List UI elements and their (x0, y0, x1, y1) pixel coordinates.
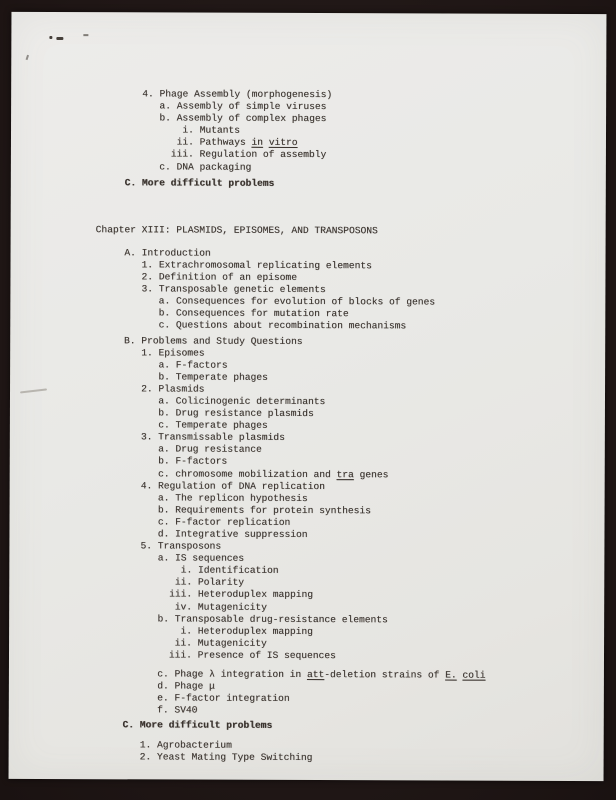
outline-line: d. Integrative suppression (94, 528, 308, 541)
document-page (9, 12, 607, 781)
outline-line: 1. Episomes (95, 346, 205, 359)
outline-line: b. Drug resistance plasmids (94, 407, 314, 420)
underlined-term: vitro (268, 137, 298, 149)
outline-line: c. chromosome mobilization and tra genes (94, 467, 389, 480)
outline-line: c. Temperate phages (94, 419, 268, 432)
outline-line: 4. Regulation of DNA replication (94, 479, 325, 492)
outline-line: 4. Phage Assembly (morphogenesis) (96, 88, 333, 101)
outline-line: i. Mutants (96, 124, 240, 137)
outline-line: A. Introduction (95, 247, 211, 259)
outline-line: 2. Definition of an episome (95, 271, 297, 283)
underlined-term: E. (445, 669, 457, 681)
outline-line: b. Requirements for protein synthesis (94, 503, 371, 517)
outline-line: a. Consequences for evolution of blocks of genes (95, 295, 436, 308)
pencil-dash-small (83, 34, 88, 36)
outline-line: i. Identification (94, 564, 279, 577)
outline-line: b. Transposable drug-resistance elements (94, 612, 388, 625)
pencil-stroke (20, 388, 47, 393)
outline-line: c. Questions about recombination mechanisms (95, 319, 407, 332)
outline-line: B. Problems and Study Questions (95, 334, 303, 347)
outline-line: 2. Plasmids (95, 383, 205, 395)
outline-line: a. Assembly of simple viruses (96, 100, 327, 113)
pencil-dot (49, 36, 52, 39)
outline-line: a. F-factors (95, 358, 228, 371)
outline-line: d. Phage μ (93, 680, 215, 692)
outline-line: i. Heteroduplex mapping (94, 624, 313, 637)
outline-text (94, 88, 488, 764)
outline-line: b. Assembly of complex phages (96, 112, 327, 125)
underlined-term: in (251, 137, 263, 149)
outline-line: a. IS sequences (94, 552, 245, 564)
outline-line: c. F-factor replication (94, 516, 291, 528)
underlined-term: att (306, 669, 325, 681)
outline-line: iii. Presence of IS sequences (93, 649, 336, 662)
outline-line: c. DNA packaging (95, 160, 252, 173)
outline-line: 5. Transposons (94, 540, 222, 552)
outline-line: C. More difficult problems (95, 176, 275, 189)
outline-line: ii. Mutagenicity (94, 637, 267, 649)
pencil-tick (26, 55, 29, 60)
pencil-dash (56, 37, 63, 40)
outline-line: ii. Polarity (94, 576, 244, 589)
outline-line: 1. Agrobacterium (93, 738, 232, 751)
outline-line: c. Phage λ integration in att-deletion strains of E. coli (93, 668, 486, 681)
outline-line: 1. Extrachromosomal replicating elements (95, 259, 372, 272)
outline-line: 3. Transposable genetic elements (95, 283, 326, 296)
outline-line: b. Temperate phages (95, 370, 268, 383)
outline-line: 3. Transmissable plasmids (94, 431, 285, 444)
outline-line: Chapter XIII: PLASMIDS, EPISOMES, AND TRANSPOSONS (95, 223, 378, 237)
outline-line: iii. Regulation of assembly (95, 148, 327, 161)
outline-line: b. Consequences for mutation rate (95, 307, 349, 320)
outline-line: e. F-factor integration (93, 692, 290, 705)
outline-line: a. Drug resistance (94, 443, 262, 456)
outline-line: f. SV40 (93, 704, 198, 716)
outline-line: iv. Mutagenicity (94, 600, 267, 613)
outline-line: 2. Yeast Mating Type Switching (93, 750, 313, 763)
underlined-term: tra (336, 468, 354, 480)
outline-line: a. Colicinogenic determinants (94, 395, 326, 408)
outline-line: a. The replicon hypothesis (94, 491, 308, 504)
outline-line: b. F-factors (94, 455, 228, 468)
outline-line: C. More difficult problems (93, 719, 273, 732)
outline-line: iii. Heteroduplex mapping (94, 588, 314, 601)
underlined-term: coli (462, 669, 486, 681)
outline-line: ii. Pathways in vitro (95, 136, 298, 149)
